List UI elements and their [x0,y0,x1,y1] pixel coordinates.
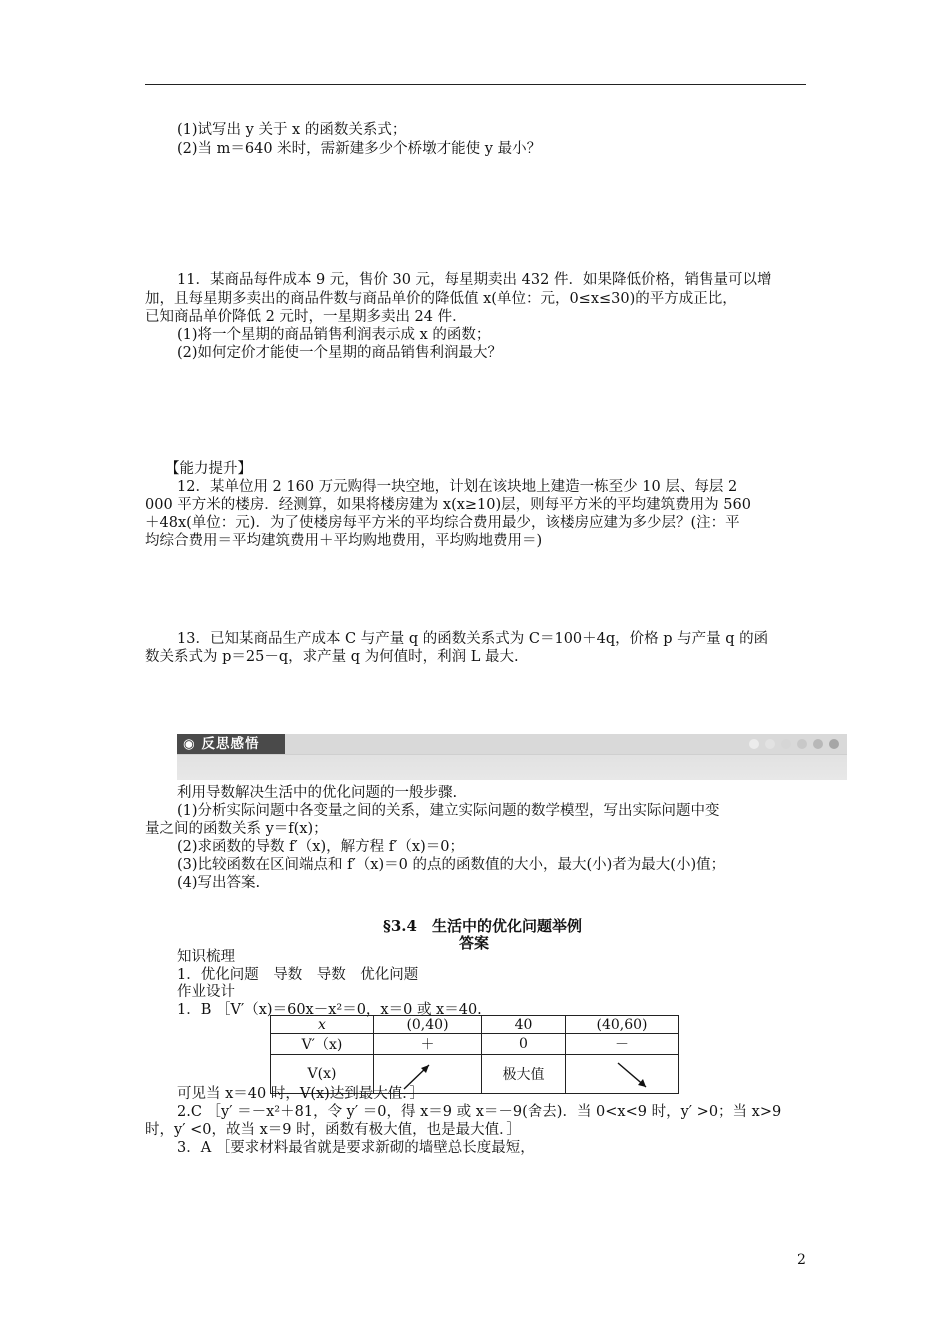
q11-sub1: (1)将一个星期的商品销售利润表示成 x 的函数； [177,327,491,343]
table-cell: 40 [482,1016,566,1034]
q13-line1: 13．已知某商品生产成本 C 与产量 q 的函数关系式为 C＝100＋4q，价格 p 与产量 q 的函 [177,631,769,647]
reflection-tag: ◉ 反思感悟 [177,734,285,754]
answer-1-conclusion: 可见当 x＝40 时，V(x)达到最大值．］ [177,1086,425,1102]
table-cell: x [271,1016,374,1034]
dot-icon [765,739,775,749]
knowledge-item1: 1．优化问题 导数 导数 优化问题 [177,967,419,983]
answer-2-line1: 2.C ［y′ ＝－x²＋81，令 y′ ＝0，得 x＝9 或 x＝－9(舍去)．当 0<x<9 时，y′ >0；当 x>9 [177,1104,782,1120]
answer-2-line2: 时，y′ <0，故当 x＝9 时，函数有极大值，也是最大值．］ [145,1122,521,1138]
q12-line2: 000 平方米的楼房．经测算，如果将楼房建为 x(x≥10)层，则每平方米的平均建筑费用为 560 [145,497,751,513]
q12-line4: 均综合费用＝平均建筑费用＋平均购地费用，平均购地费用＝) [145,533,543,549]
table-cell: 0 [482,1034,566,1055]
header-rule [145,84,806,85]
decorative-dots [749,739,839,749]
answers-subtitle: 答案 [459,934,490,952]
dot-icon [829,739,839,749]
answer-1: 1．B ［V′（x)＝60x－x²＝0，x＝0 或 x＝40. [177,1002,482,1018]
page-number: 2 [797,1252,806,1268]
homework-heading: 作业设计 [177,984,235,1000]
monotonicity-table [270,1015,679,1094]
reflection-banner [177,734,847,780]
q12-line3: ＋48x(单位：元)．为了使楼房每平方米的平均综合费用最少，该楼房应建为多少层？(注：平 [145,515,740,531]
reflect-step3: (3)比较函数在区间端点和 f′（x)＝0 的点的函数值的大小，最大(小)者为最大(小)值； [177,857,726,873]
q13-line2: 数关系式为 p＝25－q，求产量 q 为何值时，利润 L 最大. [145,649,519,665]
q11-line2: 加，且每星期多卖出的商品件数与商品单价的降低值 x(单位：元，0≤x≤30)的平方成正比， [145,291,737,307]
reflect-step4: (4)写出答案. [177,875,261,891]
table-cell: 极大值 [482,1055,566,1094]
dot-icon [813,739,823,749]
decreasing-arrow-cell [566,1055,679,1094]
answer-3: 3．A ［要求材料最省就是要求新砌的墙壁总长度最短， [177,1140,535,1156]
section-ability-heading: 【能力提升】 [165,461,252,477]
dot-icon [781,739,791,749]
table-cell: V(x) [271,1055,374,1094]
q11-sub2: (2)如何定价才能使一个星期的商品销售利润最大？ [177,345,503,361]
knowledge-heading: 知识梳理 [177,949,235,965]
q11-line1: 11．某商品每件成本 9 元，售价 30 元，每星期卖出 432 件．如果降低价格，销售量可以增 [177,272,772,288]
q10-sub2: (2)当 m＝640 米时，需新建多少个桥墩才能使 y 最小？ [177,141,542,157]
dot-icon [797,739,807,749]
dot-icon [749,739,759,749]
reflect-intro: 利用导数解决生活中的优化问题的一般步骤. [177,785,458,801]
reflect-step1: (1)分析实际问题中各变量之间的关系，建立实际问题的数学模型，写出实际问题中变 [177,803,720,819]
q10-sub1: (1)试写出 y 关于 x 的函数关系式； [177,122,407,138]
table-cell: (40,60) [566,1016,679,1034]
arrow-down-right-icon [566,1055,678,1093]
table-cell: － [566,1034,679,1055]
q12-line1: 12．某单位用 2 160 万元购得一块空地，计划在该块地上建造一栋至少 10 层、每层 2 [177,479,738,495]
table-cell: (0,40) [374,1016,482,1034]
table-cell: ＋ [374,1034,482,1055]
answers-title: §3.4 生活中的优化问题举例 [383,917,582,935]
reflect-step2: (2)求函数的导数 f′（x)，解方程 f′（x)＝0； [177,839,464,855]
q11-line3: 已知商品单价降低 2 元时，一星期多卖出 24 件． [145,309,467,325]
table-cell: V′（x) [271,1034,374,1055]
reflect-step1-cont: 量之间的函数关系 y＝f(x)； [145,821,328,837]
